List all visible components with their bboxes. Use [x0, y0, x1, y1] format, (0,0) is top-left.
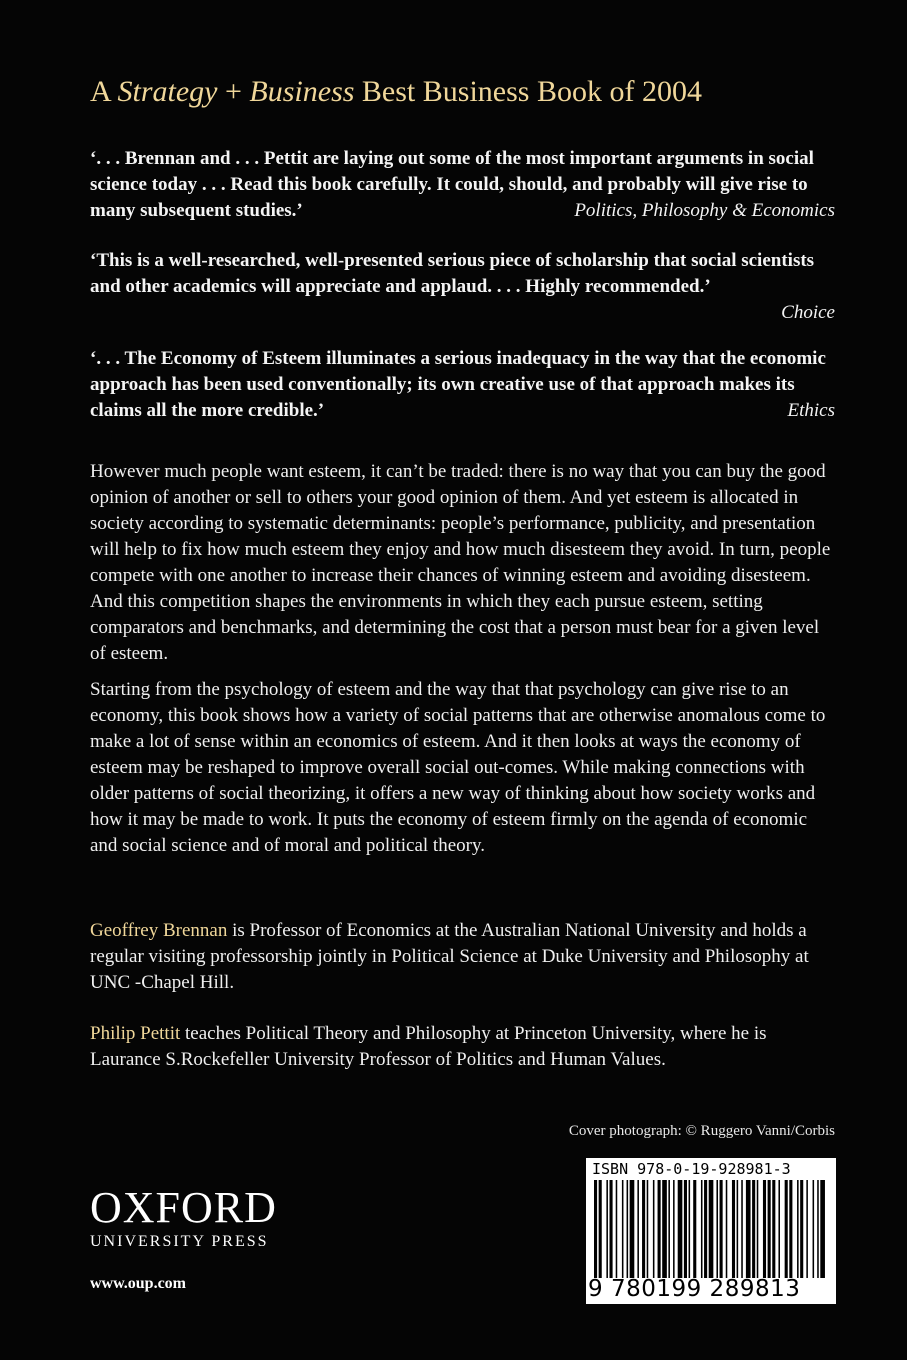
author-name: Geoffrey Brennan	[90, 920, 228, 941]
barcode-bar	[693, 1180, 696, 1278]
barcode-bar	[689, 1180, 691, 1278]
review-quote-source: Ethics	[787, 400, 835, 421]
review-quote-text: ‘This is a well-researched, well-presented serious piece of scholarship that social scientists and other academics will appreciate and applaud. . . . Highly recommended.’	[90, 250, 815, 297]
barcode-bar	[622, 1180, 624, 1278]
isbn-barcode	[586, 1158, 836, 1304]
cover-photo-credit: Cover photograph: © Ruggero Vanni/Corbis	[568, 1123, 835, 1139]
review-quote-3	[90, 346, 835, 424]
headline-plus: +	[217, 75, 250, 108]
barcode-bar	[757, 1180, 759, 1278]
barcode-bar	[594, 1180, 597, 1278]
barcode-bar	[627, 1180, 629, 1278]
barcode-bar	[606, 1180, 608, 1278]
barcode-bar	[752, 1180, 755, 1278]
publisher-name: OXFORD	[90, 1183, 277, 1232]
barcode-bar	[642, 1180, 645, 1278]
headline-publication-business: Business	[249, 75, 355, 108]
review-quote-source: Politics, Philosophy & Economics	[574, 200, 835, 221]
barcode-bar	[616, 1180, 618, 1278]
barcode-bar	[720, 1180, 723, 1278]
publisher-subtitle: UNIVERSITY PRESS	[90, 1233, 269, 1250]
barcode-bar	[772, 1180, 775, 1278]
author-bio-text: teaches Political Theory and Philosophy at Princeton University, where he is Laurance S.Rockefeller University Professor of Politics and Human Values.	[90, 1023, 767, 1070]
barcode-bar	[653, 1180, 655, 1278]
barcode-bar	[746, 1180, 751, 1278]
headline-publication-strategy: Strategy	[117, 75, 218, 108]
publisher-url: www.oup.com	[90, 1275, 187, 1292]
barcode-bar	[658, 1180, 661, 1278]
author-bio-text: is Professor of Economics at the Australian National University and holds a regular visiting professorship jointly in Political Science at Duke University and Philosophy at UNC -Chapel Hill.	[90, 920, 809, 993]
barcode-bar	[630, 1180, 635, 1278]
barcode-bar	[813, 1180, 815, 1278]
barcode-bar	[637, 1180, 639, 1278]
barcode-bar	[778, 1180, 780, 1278]
barcode-bar	[763, 1180, 766, 1278]
review-quote-text: ‘. . . Brennan and . . . Pettit are laying out some of the most important arguments in social science today . . . Read this book carefully. It could, should, and probably will give rise to many subsequent studies.’	[90, 148, 814, 221]
barcode-bar	[668, 1180, 670, 1278]
barcode-bar	[662, 1180, 667, 1278]
barcode-bar	[673, 1180, 675, 1278]
barcode-bar	[701, 1180, 703, 1278]
publisher-logo	[90, 1183, 300, 1252]
author-name: Philip Pettit	[90, 1023, 181, 1044]
author-bio-pettit	[90, 1021, 835, 1073]
barcode-bar	[732, 1180, 735, 1278]
barcode-bar	[741, 1180, 743, 1278]
barcode-bar	[647, 1180, 649, 1278]
book-description	[90, 459, 835, 667]
barcode-bar	[789, 1180, 792, 1278]
isbn-label: ISBN 978-0-19-928981-3	[592, 1160, 791, 1178]
barcode-bar	[599, 1180, 602, 1278]
review-quote-text: ‘. . . The Economy of Esteem illuminates a serious inadequacy in the way that the economic approach has been used conventionally; its own creative use of that approach makes its claims all the more credible.’	[90, 348, 826, 421]
barcode-bar	[737, 1180, 739, 1278]
barcode-bar	[678, 1180, 683, 1278]
barcode-bars	[594, 1180, 828, 1278]
barcode-bar	[800, 1180, 803, 1278]
author-bio-brennan	[90, 918, 835, 996]
review-quote-2	[90, 248, 835, 326]
barcode-bar	[817, 1180, 819, 1278]
barcode-bar	[716, 1180, 718, 1278]
headline-prefix: A	[90, 75, 118, 108]
barcode-bar	[797, 1180, 799, 1278]
barcode-bar	[684, 1180, 687, 1278]
barcode-bar	[820, 1180, 825, 1278]
headline-suffix: Best Business Book of 2004	[354, 75, 702, 108]
barcode-bar	[709, 1180, 714, 1278]
barcode-bar	[704, 1180, 707, 1278]
award-headline	[90, 68, 850, 116]
review-quote-1	[90, 146, 835, 224]
barcode-bar	[768, 1180, 771, 1278]
review-quote-source: Choice	[781, 302, 835, 323]
barcode-bar	[726, 1180, 728, 1278]
description-paragraph: Starting from the psychology of esteem and the way that that psychology can give rise to an economy, this book shows how a variety of social patterns that are otherwise anomalous come to make a lot of sense within an economics of esteem. And it then looks at ways the economy of esteem may be reshaped to improve overall social out-comes. While making connections with older patterns of social theorizing, it offers a new way of thinking about how society works and how it may be made to work. It puts the economy of esteem firmly on the agenda of economic and social science and of moral and political theory.	[90, 679, 826, 856]
description-paragraph: However much people want esteem, it can’t be traded: there is no way that you can buy the good opinion of another or sell to others your good opinion of them. And yet esteem is allocated in society according to systematic determinants: people’s performance, publicity, and presentation will help to fix how much esteem they enjoy and how much disesteem they avoid. In turn, people compete with one another to increase their chances of winning esteem and avoiding disesteem. And this competition shapes the environments in which they each pursue esteem, setting comparators and benchmarks, and determining the cost that a person must bear for a given level of esteem.	[90, 461, 831, 664]
book-description-continued	[90, 677, 835, 859]
barcode-bar	[785, 1180, 788, 1278]
barcode-digits: 9 780199 289813	[588, 1276, 801, 1302]
barcode-bar	[806, 1180, 808, 1278]
barcode-bar	[610, 1180, 613, 1278]
